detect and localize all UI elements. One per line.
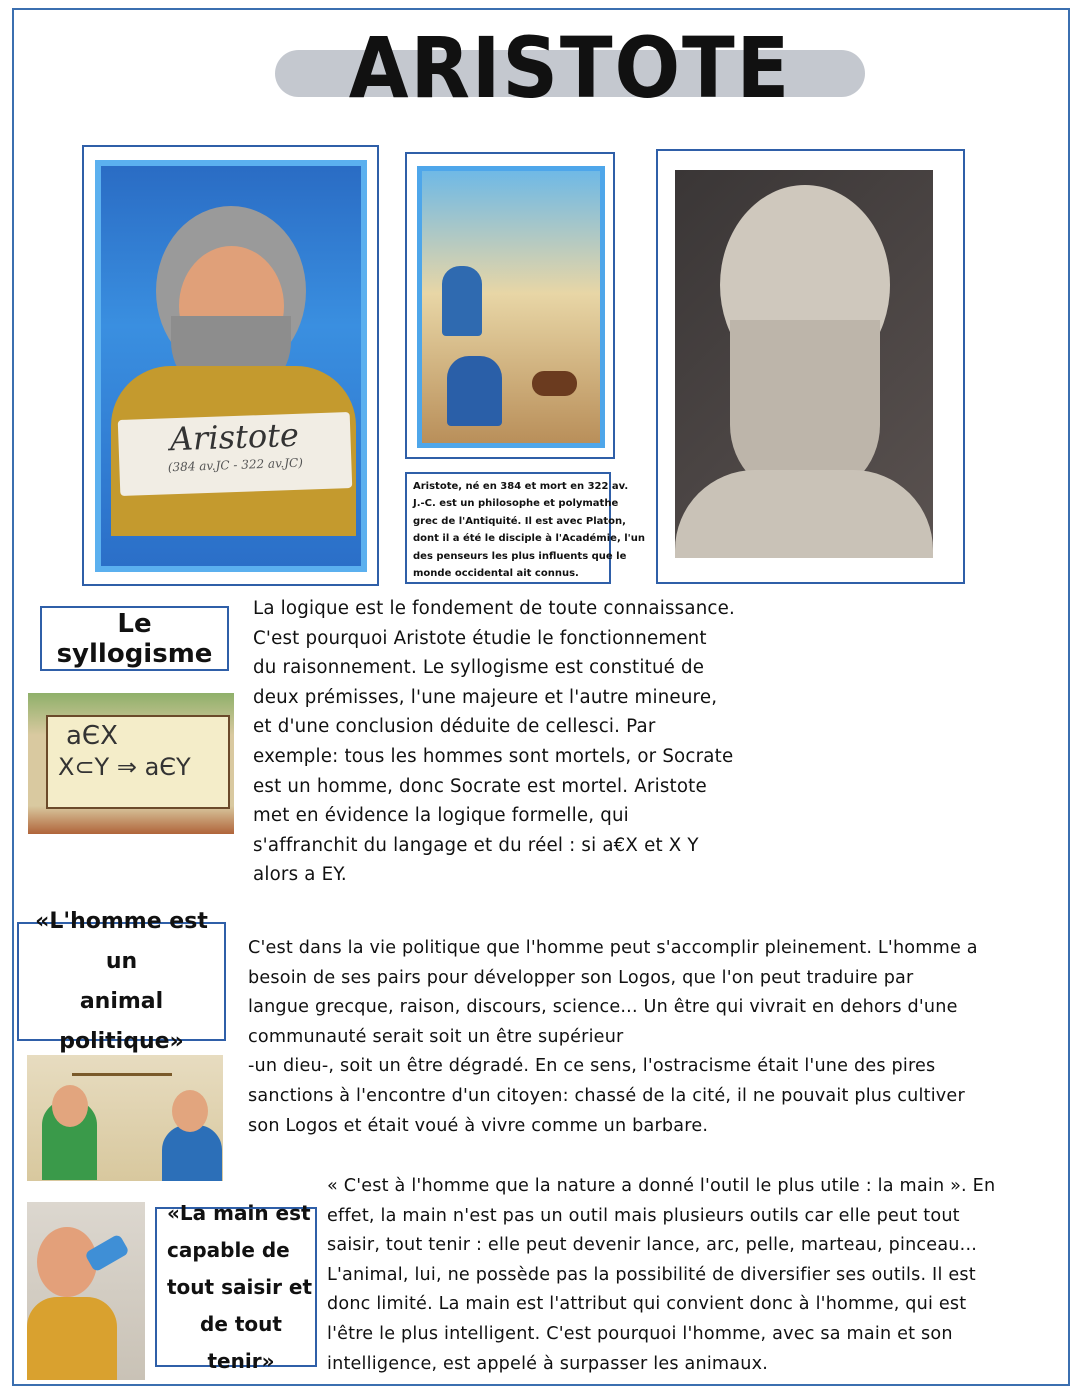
text-line: saisir, tout tenir : elle peut devenir lance, arc, pelle, marteau, pinceau...: [327, 1235, 978, 1256]
text-line: langue grecque, raison, discours, science... Un être qui vivrait en dehors d'une: [248, 997, 958, 1018]
bust-photo: [675, 170, 933, 558]
aristotle-card-image: [95, 160, 367, 572]
caption-line: monde occidental ait connus.: [413, 568, 579, 580]
text-line: s'affranchit du langage et du réel : si a€X et X Y: [253, 834, 699, 856]
text-line: du raisonnement. Le syllogisme est constitué de: [253, 657, 705, 679]
academy-scene-image: [417, 166, 605, 448]
card-dates: (384 av.JC - 322 av.JC): [167, 455, 304, 475]
text-line: La logique est le fondement de toute connaissance.: [253, 598, 735, 619]
text-line: exemple: tous les hommes sont mortels, or Socrate: [253, 746, 734, 767]
craftsman-illustration: [27, 1202, 145, 1380]
text-line: sanctions à l'encontre d'un citoyen: chassé de la cité, il ne pouvait plus cultiver: [248, 1086, 965, 1106]
hand-label: [155, 1200, 317, 1373]
biography-caption: [405, 472, 645, 584]
caption-line: grec de l'Antiquité. Il est avec Platon,: [413, 515, 626, 527]
label-line: «L'homme est un: [35, 908, 208, 974]
text-line: communauté serait soit un être supérieur: [248, 1026, 624, 1047]
text-line: C'est pourquoi Aristote étudie le fonctionnement: [253, 627, 707, 649]
text-line: donc limité. La main est l'attribut qui convient donc à l'homme, qui est: [327, 1294, 967, 1315]
syllogism-book-image: [28, 693, 234, 834]
text-line: « C'est à l'homme que la nature a donné l'outil le plus utile : la main ». En: [327, 1176, 996, 1196]
label-line: de tout tenir»: [200, 1311, 282, 1373]
caption-line: Aristote, né en 384 et mort en 322 av.: [413, 481, 629, 492]
text-line: besoin de ses pairs pour développer son Logos, que l'on peut traduire par: [248, 967, 914, 988]
bust-photo-frame: [656, 149, 965, 584]
page-title: ARISTOTE: [348, 19, 792, 117]
text-line: L'animal, lui, ne possède pas la possibilité de diversifier ses outils. Il est: [327, 1264, 976, 1285]
formula-line: X⊂Y ⇒ aЄY: [58, 753, 191, 781]
text-line: effet, la main n'est pas un outil mais plusieurs outils car elle peut tout: [327, 1205, 960, 1226]
label-line: capable de: [167, 1237, 290, 1262]
label-line: tout saisir et: [167, 1274, 313, 1299]
text-line: intelligence, est appelé à surpasser les animaux.: [327, 1353, 769, 1374]
caption-line: dont il a été le disciple à l'Académie, l'un: [413, 533, 645, 545]
caption-line: J.-C. est un philosophe et polymathe: [413, 498, 619, 510]
text-line: met en évidence la logique formelle, qui: [253, 805, 629, 827]
text-line: deux prémisses, l'une majeure et l'autre mineure,: [253, 686, 718, 708]
text-line: alors a EY.: [253, 864, 347, 886]
text-line: l'être le plus intelligent. C'est pourquoi l'homme, avec sa main et son: [327, 1324, 953, 1344]
label-line: animal politique»: [59, 988, 184, 1054]
card-name: Aristote: [169, 415, 300, 459]
text-line: son Logos et était voué à vivre comme un barbare.: [248, 1115, 709, 1136]
formula-line: aЄX: [66, 721, 118, 751]
text-line: C'est dans la vie politique que l'homme peut s'accomplir pleinement. L'homme a: [248, 938, 978, 958]
political-animal-label: [17, 908, 226, 1054]
aristotle-card-frame: [82, 145, 379, 586]
text-line: -un dieu-, soit un être dégradé. En ce sens, l'ostracisme était l'une des pires: [248, 1056, 936, 1077]
text-line: et d'une conclusion déduite de cellesci. Par: [253, 716, 656, 738]
syllogism-label: Le syllogisme: [40, 606, 229, 671]
label-line: «La main est: [167, 1200, 311, 1225]
text-line: est un homme, donc Socrate est mortel. Aristote: [253, 775, 707, 797]
caption-line: des penseurs les plus influents que le: [413, 550, 627, 562]
scales-illustration: [27, 1055, 223, 1181]
scene-card-frame: [405, 152, 615, 459]
